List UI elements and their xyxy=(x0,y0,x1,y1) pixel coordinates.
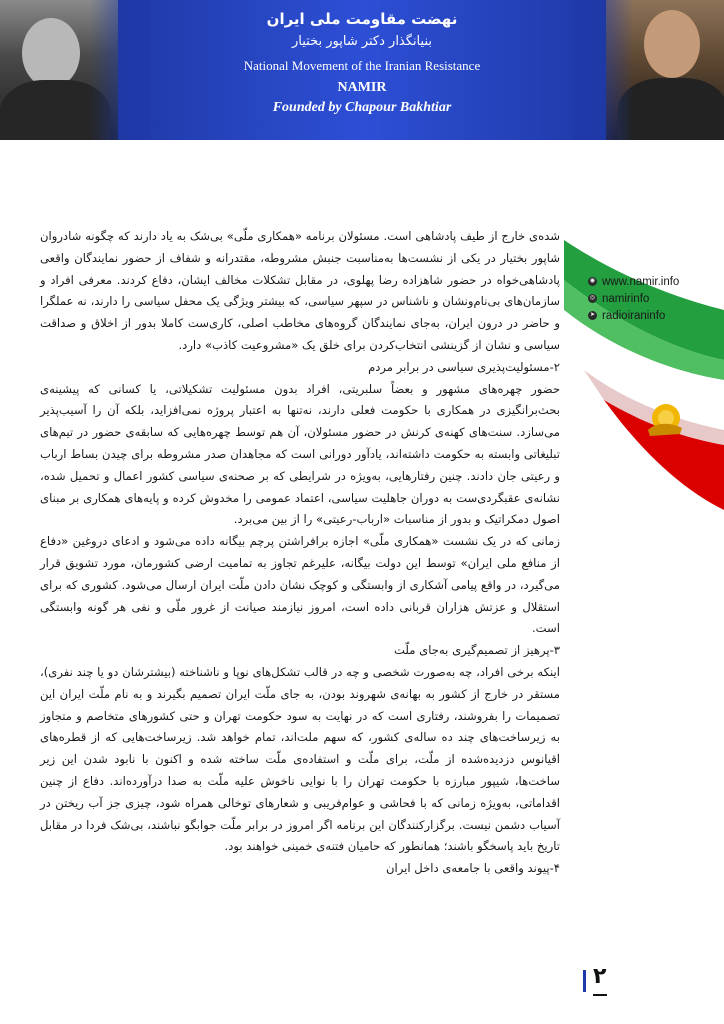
founder-persian: بنیانگذار دکتر شاپور بختیار xyxy=(292,34,432,49)
page-number xyxy=(583,960,623,1000)
contact-instagram[interactable] xyxy=(588,290,720,307)
article-body xyxy=(40,226,560,880)
paragraph: اینکه برخی افراد، چه به‌صورت شخصی و چه در قالب تشکل‌های نوپا و ناشناخته (بیشترشان دو یا چند نفری)، مستقر در خارج از کشور به بهانه‌ی شهروند بودن، به جای ملّت ایران تصمیم بگیرند و به نام ملّت ایران این تصمیمات را بفروشند، رفتاری است که در نهایت به سود حکومت تهران و حتی کشورهای متخاصم و متجاوز به زیرساخت‌های چند ده ساله‌ی کشور، که سهم ملت‌اند، تمام خواهد شد. زیرساخت‌هایی که از قطره‌های اقیانوس دزدیده‌شده از ملّت، برای ملّت و استفاده‌ی ملّت ساخته شده و اکنون با نابود شدن این زیر ساخت‌ها، شیپور مبارزه با حکومت تهران را با نوایی ناخوش علیه ملّت به صدا درآورده‌اند. دفاع از چنین اقداماتی، به‌ویژه زمانی که با فحاشی و عوام‌فریبی و شعارهای توخالی همراه شود، چیزی جز آب ریختن در آسیاب دشمن نیست. برگزارکنندگان این برنامه اگر امروز در برابر ملّت جوابگو نباشند، بی‌شک فردا در مقابل تاریخ باید پاسخگو باشند؛ همانطور که حامیان فتنه‌ی خمینی خواهند بود. xyxy=(40,664,560,854)
contact-website-text: www.namir.info xyxy=(602,275,680,288)
page-number-text: ۲ xyxy=(593,964,607,989)
page-number-underline xyxy=(593,994,607,996)
section-heading: ۳-پرهیز از تصمیم‌گیری به‌جای ملّت xyxy=(394,643,560,658)
paragraph: زمانی که در یک نشست «همکاری ملّی» اجازه برافراشتن پرچم بیگانه داده می‌شود و ادعای دروغین «دفاع از منافع ملی ایران» توسط این دولت بیگانه، علیرغم تجاوز به تمامیت ارضی کشورمان، مورد تشویق قرار می‌گیرد، در واقع پیامی آشکاری از وابستگی و کوچک نشان دادن ملّت ایران ارسال می‌شود. کشوری که برای استقلال و عزتش هزاران قربانی داده است، امروز نیازمند صیانت از غرور ملّی و نفی هر گونه وابستگی است. xyxy=(40,534,560,636)
instagram-icon: ◎ xyxy=(589,295,596,301)
contact-website[interactable] xyxy=(588,273,720,290)
telegram-icon: ➤ xyxy=(589,312,596,318)
paragraph: شده‌ی خارج از طیف پادشاهی است. مسئولان برنامه «همکاری ملّی» بی‌شک به یاد دارند که چگونه شادروان شاپور بختیار در یکی از نشست‌ها به‌مناسبت جنبش مشروطه، مقتدرانه و شفاف از حضور نمایندگان واقعی پادشاهی‌خواه در حضور شاهزاده رضا پهلوی، در مقابل تشکلات مخالف ایشان، دفاع کردند. معرفی افراد و سازمان‌های بی‌نام‌ونشان و ناشناس در سپهر سیاسی، که بیشتر ویژگی یک محفل سیاسی را دارند، نه عملگرا و حاضر در درون ایران، به‌جای نمایندگان گروه‌های مخاطب اصلی، کاری‌ست کاملا بدور از اخلاق و صداقت سیاسی و نشان از گزینشی انتخاب‌کردن برای خلق یک «مشروعیت کاذب» دارد. xyxy=(40,229,560,352)
org-acronym: NAMIR xyxy=(337,80,387,95)
contact-list xyxy=(588,273,720,324)
contact-instagram-text: namirinfo xyxy=(602,292,650,305)
globe-icon: ◉ xyxy=(589,278,596,284)
founder-english: Founded by Chapour Bakhtiar xyxy=(272,100,452,115)
section-heading: ۲-مسئولیت‌پذیری سیاسی در برابر مردم xyxy=(368,359,560,374)
org-title-persian: نهضت مقاومت ملی ایران xyxy=(266,10,458,28)
contact-telegram[interactable] xyxy=(588,307,720,324)
section-heading: ۴-پیوند واقعی با جامعه‌ی داخل ایران xyxy=(386,861,560,876)
paragraph: حضور چهره‌های مشهور و بعضاً سلبریتی، افراد بدون مسئولیت تشکیلاتی، یا کسانی که پیشینه‌ی بحث‌برانگیزی در همکاری با حکومت فعلی دارند، نه‌تنها به اعتبار پروژه نمی‌افزاید، بلکه آن را آسیب‌پذیر می‌سازد. سنت‌های کهنه‌ی کرنش در حضور مسئولان، آن هم توسط چهره‌هایی که سابقه‌ی حضور در تیم‌های تبلیغاتی وابسته به حکومت داشته‌اند، یادآور دورانی است که مجاهدان صدر مشروطه برای چیدن بساط ارباب و رعیتی جان دادند. چنین رفتارهایی، به‌ویژه در شرایطی که بر صحنه‌ی سیاسی کشور اعمال و تحمیل شده، نشانه‌ی عقبگردی‌ست به دوران جاهلیت سیاسی، اعتماد عمومی را مخدوش کرده و پایه‌های همکاری بر مبنای اصول دمکراتیک و بدور از مناسبات «ارباب-رعیتی» را از بین می‌برد. xyxy=(40,381,560,527)
page-number-bar xyxy=(583,970,586,992)
contact-telegram-text: radioiraninfo xyxy=(602,309,666,322)
org-title-english: National Movement of the Iranian Resistance xyxy=(243,58,481,73)
page-header xyxy=(0,0,724,140)
